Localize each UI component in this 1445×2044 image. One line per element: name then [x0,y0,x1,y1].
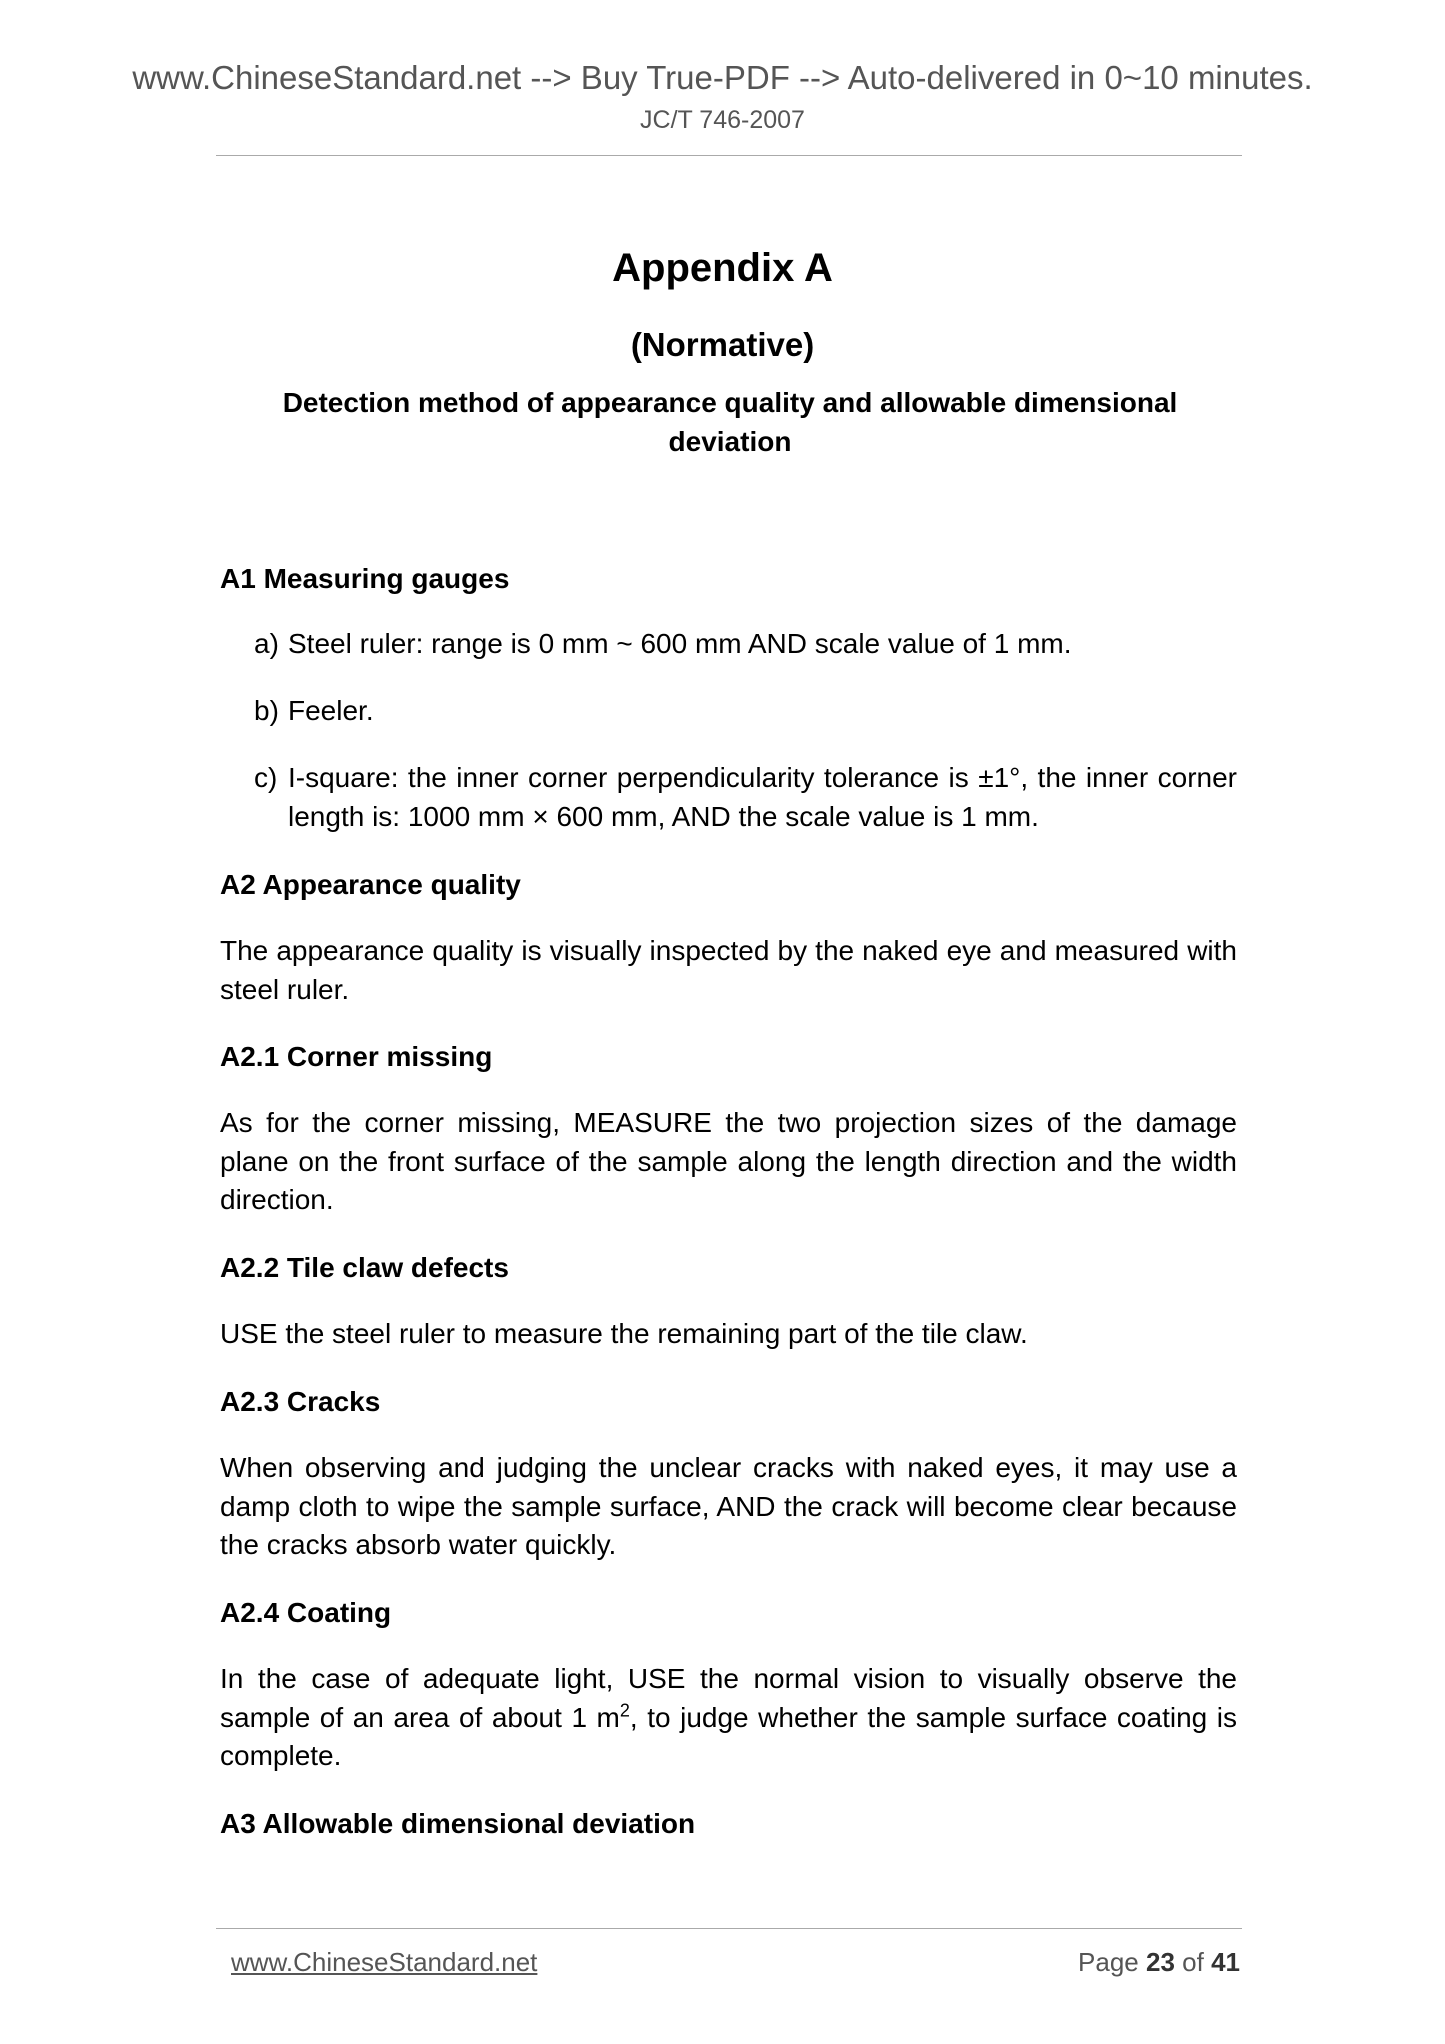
section-heading-a2: A2 Appearance quality [220,869,521,900]
list-item [254,625,1237,664]
page-subtitle: (Normative) [630,326,815,363]
footer-website-link[interactable]: www.ChineseStandard.net [231,1947,538,1977]
page-title: Appendix A [612,246,833,290]
list-item-text: I-square: the inner corner perpendicularity tolerance is ±1°, the inner corner length is: 1000 mm × 600 mm, AND the scale value is 1 mm. [288,762,1237,832]
superscript: 2 [619,1700,630,1721]
section-heading-a2-1: A2.1 Corner missing [220,1041,493,1072]
paragraph-a2-4 [220,1660,1237,1776]
list-marker: a) [254,628,279,659]
appendix-description: Detection method of appearance quality and allowable dimensional deviation [282,387,1178,457]
paragraph-a2-3: When observing and judging the unclear cracks with naked eyes, it may use a damp cloth to wipe the sample surface, AND the crack will become clear because the cracks absorb water quickly. [220,1452,1237,1560]
page-of: of [1182,1947,1204,1977]
list-item-text: Feeler. [288,695,374,726]
standard-code: JC/T 746-2007 [640,106,805,134]
page-number: 23 [1146,1947,1175,1977]
list-item [254,759,1237,836]
list-marker: b) [254,695,279,726]
section-heading-a3: A3 Allowable dimensional deviation [220,1808,696,1839]
section-heading-a2-4: A2.4 Coating [220,1597,392,1628]
paragraph-text: , to judge whether the sample surface coating is complete. [220,1701,1237,1771]
paragraph-a2-1: As for the corner missing, MEASURE the two projection sizes of the damage plane on the front surface of the sample along the length direction and the width direction. [220,1107,1237,1215]
header-banner: www.ChineseStandard.net --> Buy True-PDF --> Auto-delivered in 0~10 minutes. [132,59,1313,96]
list-marker: c) [254,762,278,793]
page-total: 41 [1211,1947,1240,1977]
section-heading-a2-2: A2.2 Tile claw defects [220,1252,509,1283]
page-prefix: Page [1078,1947,1139,1977]
section-heading-a2-3: A2.3 Cracks [220,1386,381,1417]
list-item [254,692,1237,731]
paragraph-a2: The appearance quality is visually inspected by the naked eye and measured with steel ruler. [220,935,1237,1005]
section-heading-a1: A1 Measuring gauges [220,563,510,594]
paragraph-a2-2: USE the steel ruler to measure the remaining part of the tile claw. [220,1318,1028,1349]
header-divider [216,155,1242,156]
list-item-text: Steel ruler: range is 0 mm ~ 600 mm AND scale value of 1 mm. [288,628,1072,659]
page-indicator [1078,1946,1240,1978]
footer-divider [216,1928,1242,1929]
paragraph-text: In the case of adequate light, USE the normal vision to visually observe the sample of an area of about 1 m [220,1663,1237,1733]
